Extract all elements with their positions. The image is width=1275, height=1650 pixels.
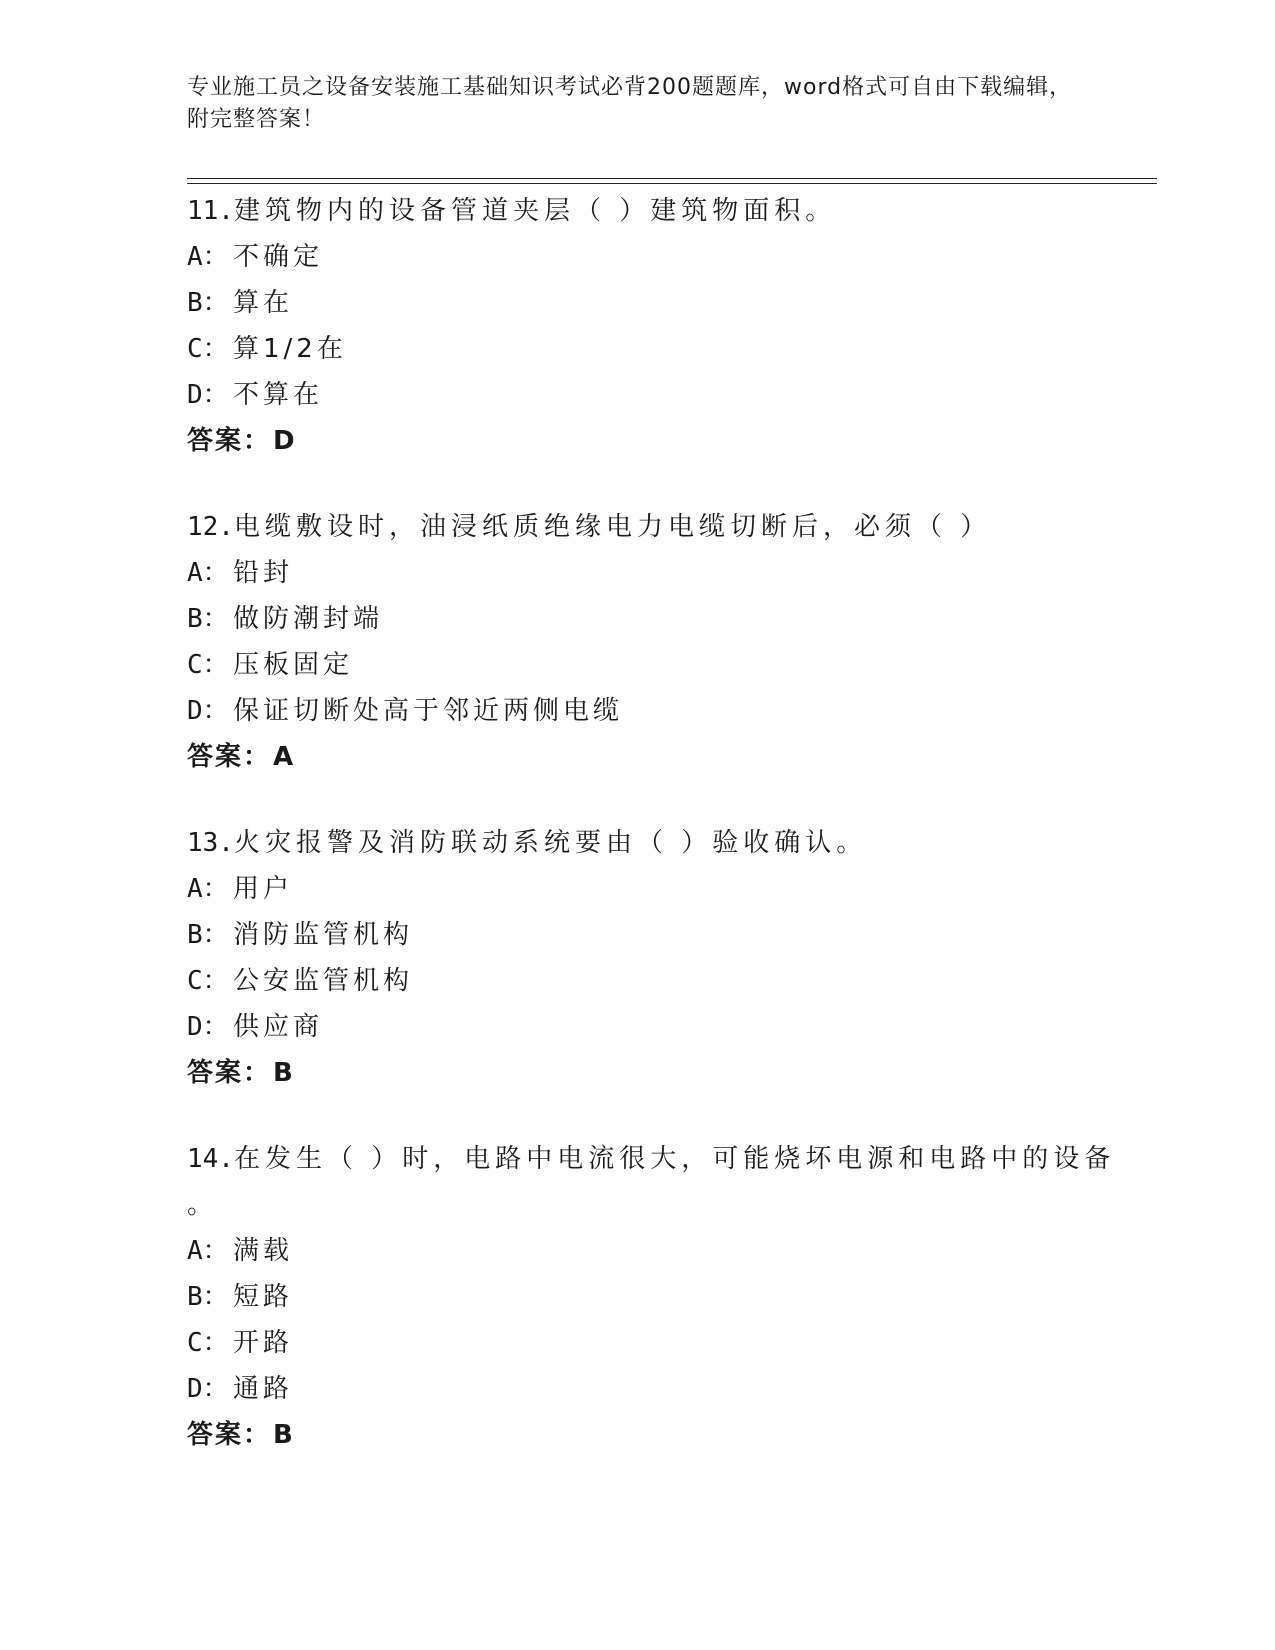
option-text: 铅封 bbox=[233, 558, 294, 588]
option-b bbox=[187, 280, 1147, 326]
option-letter: A： bbox=[187, 558, 229, 588]
question-stem bbox=[187, 820, 1147, 866]
option-text: 短路 bbox=[233, 1282, 294, 1312]
option-a bbox=[187, 550, 1147, 596]
question-text: 建筑物内的设备管道夹层（ ）建筑物面积。 bbox=[233, 196, 837, 226]
option-text: 通路 bbox=[233, 1374, 294, 1404]
option-letter: B： bbox=[187, 288, 229, 318]
option-text: 不算在 bbox=[233, 380, 324, 410]
answer-label: 答案： bbox=[187, 426, 272, 456]
question-number: 12. bbox=[187, 512, 234, 542]
answer-value: B bbox=[273, 1420, 293, 1450]
option-d bbox=[187, 1366, 1147, 1412]
option-letter: A： bbox=[187, 242, 229, 272]
option-d bbox=[187, 1004, 1147, 1050]
option-text: 用户 bbox=[233, 874, 294, 904]
answer-line bbox=[187, 1412, 1147, 1458]
option-text: 开路 bbox=[233, 1328, 294, 1358]
option-letter: C： bbox=[187, 1328, 229, 1358]
option-a bbox=[187, 1228, 1147, 1274]
option-letter: D： bbox=[187, 696, 229, 726]
option-text: 公安监管机构 bbox=[233, 966, 414, 996]
question-12 bbox=[187, 504, 1147, 780]
option-c bbox=[187, 958, 1147, 1004]
option-b bbox=[187, 912, 1147, 958]
answer-label: 答案： bbox=[187, 1420, 272, 1450]
option-text: 算在 bbox=[233, 288, 294, 318]
option-text: 保证切断处高于邻近两侧电缆 bbox=[233, 696, 624, 726]
option-c bbox=[187, 1320, 1147, 1366]
option-text: 压板固定 bbox=[233, 650, 354, 680]
document-header: 专业施工员之设备安装施工基础知识考试必背200题题库，word格式可自由下载编辑，附完整答案！ bbox=[187, 75, 1073, 132]
option-letter: B： bbox=[187, 604, 229, 634]
question-text: 在发生（ ）时，电路中电流很大，可能烧坏电源和电路中的设备 bbox=[233, 1144, 1116, 1174]
option-text: 做防潮封端 bbox=[233, 604, 384, 634]
option-text: 供应商 bbox=[233, 1012, 324, 1042]
answer-value: D bbox=[273, 426, 295, 456]
option-a bbox=[187, 866, 1147, 912]
option-text: 算1/2在 bbox=[233, 334, 347, 364]
answer-label: 答案： bbox=[187, 742, 272, 772]
option-letter: D： bbox=[187, 1374, 229, 1404]
option-text: 满载 bbox=[233, 1236, 294, 1266]
question-number: 14. bbox=[187, 1144, 234, 1174]
option-a bbox=[187, 234, 1147, 280]
option-letter: C： bbox=[187, 334, 229, 364]
answer-label: 答案： bbox=[187, 1058, 272, 1088]
question-stem bbox=[187, 188, 1147, 234]
header-rule-top bbox=[187, 178, 1157, 179]
option-letter: B： bbox=[187, 920, 229, 950]
question-stem-continuation: 。 bbox=[187, 1190, 214, 1220]
answer-value: B bbox=[273, 1058, 293, 1088]
option-letter: A： bbox=[187, 874, 229, 904]
option-letter: D： bbox=[187, 1012, 229, 1042]
question-number: 13. bbox=[187, 828, 234, 858]
answer-line bbox=[187, 1050, 1147, 1096]
question-11 bbox=[187, 188, 1147, 464]
question-14 bbox=[187, 1136, 1147, 1458]
option-d bbox=[187, 688, 1147, 734]
answer-line bbox=[187, 418, 1147, 464]
option-text: 消防监管机构 bbox=[233, 920, 414, 950]
answer-value: A bbox=[273, 742, 294, 772]
option-letter: D： bbox=[187, 380, 229, 410]
answer-line bbox=[187, 734, 1147, 780]
option-letter: C： bbox=[187, 966, 229, 996]
question-number: 11. bbox=[187, 196, 234, 226]
question-stem bbox=[187, 504, 1147, 550]
question-text: 火灾报警及消防联动系统要由（ ）验收确认。 bbox=[233, 828, 868, 858]
option-letter: C： bbox=[187, 650, 229, 680]
option-text: 不确定 bbox=[233, 242, 324, 272]
option-letter: A： bbox=[187, 1236, 229, 1266]
option-d bbox=[187, 372, 1147, 418]
question-stem bbox=[187, 1136, 1147, 1182]
option-c bbox=[187, 326, 1147, 372]
option-c bbox=[187, 642, 1147, 688]
question-13 bbox=[187, 820, 1147, 1096]
option-b bbox=[187, 596, 1147, 642]
header-rule-bottom bbox=[187, 183, 1157, 184]
question-list bbox=[187, 188, 1147, 1498]
option-letter: B： bbox=[187, 1282, 229, 1312]
question-text: 电缆敷设时，油浸纸质绝缘电力电缆切断后，必须（ ） bbox=[233, 512, 992, 542]
option-b bbox=[187, 1274, 1147, 1320]
